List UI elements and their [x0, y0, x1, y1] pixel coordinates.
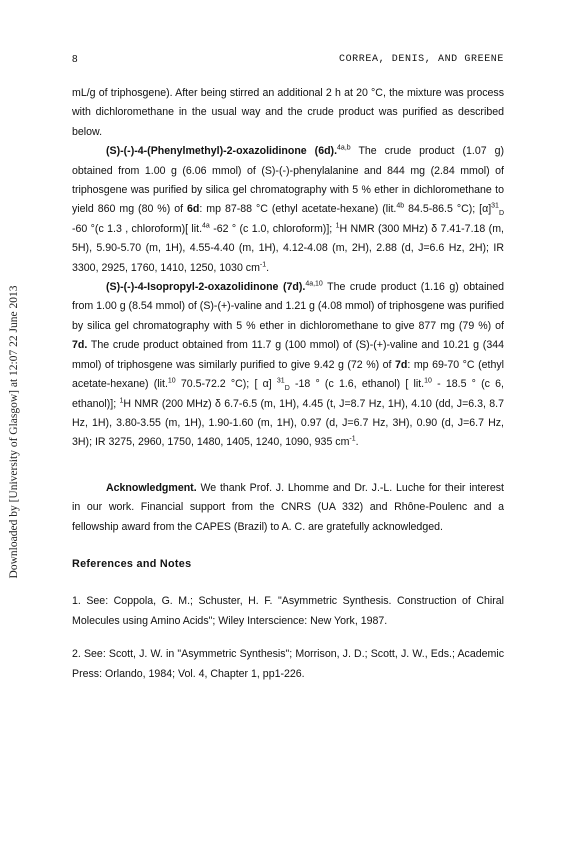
running-head: CORREA, DENIS, AND GREENE: [338, 54, 504, 65]
download-note: Downloaded by [University of Glasgow] at 12:07 22 June 2013: [8, 285, 20, 579]
page-body: [72, 84, 504, 698]
reference-item: 2. See: Scott, J. W. in "Asymmetric Synthesis"; Morrison, J. D.; Scott, J. W., Eds.; Academic Press: Orlando, 1984; Vol. 4, Chapter 1, pp1-226.: [72, 648, 504, 680]
paragraph-compound-7d: (S)-(-)-4-Isopropyl-2-oxazolidinone (7d).$^{4a,10}$ The crude product (1.16 g) obtained from 1.00 g (8.54 mmol) of (S)-(+)-valine and 1.21 g (4.08 mmol) of triphosgene was purified by silica gel chromatography with 5 % ether in dichloromethane to give 877 mg (79 %) of 7d. The crude product obtained from 11.7 g (100 mmol) of (S)-(+)-valine and 10.21 g (344 mmol) of triphosgene was similarly purified to give 9.42 g (72 %) of 7d: mp 69-70 °C (ethyl acetate-hexane) (lit.$^{10}$ 70.5-72.2 °C); [ α] $^{31}_D$ -18 ° (c 1.6, ethanol) [ lit.$^{10}$ - 18.5 ° (c 6, ethanol)]; $^1$H NMR (200 MHz) δ 6.7-6.5 (m, 1H), 4.45 (t, J=8.7 Hz, 1H), 4.10 (dd, J=6.3, 8.7 Hz, 1H), 3.80-3.55 (m, 1H), 1.90-1.60 (m, 1H), 0.97 (d, J=6.7 Hz, 3H), 0.90 (d, J=6.7 Hz, 3H); IR 3275, 2960, 1750, 1480, 1405, 1240, 1090, 935 $cm^{-1}$.: [72, 280, 504, 449]
download-watermark: [0, 0, 28, 864]
page-header: [72, 54, 504, 68]
references-heading: References and Notes: [72, 557, 192, 570]
compound-6d-title: (S)-(-)-4-(Phenylmethyl)-2-oxazolidinone (6d).: [106, 145, 338, 158]
reference-item: 1. See: Coppola, G. M.; Schuster, H. F. "Asymmetric Synthesis. Construction of Chiral Molecules using Amino Acids"; Wiley Interscience: New York, 1987.: [72, 595, 504, 627]
page-number: 8: [72, 54, 78, 65]
paragraph-compound-6d: (S)-(-)-4-(Phenylmethyl)-2-oxazolidinone (6d).$^{4a,b}$ The crude product (1.07 g) obtained from 1.00 g (6.06 mmol) of (S)-(-)-phenylalanine and 844 mg (2.84 mmol) of triphosgene was purified by silica gel chromatography with 5 % ether in dichloromethane to yield 860 mg (80 %) of 6d: mp 87-88 °C (ethyl acetate-hexane) (lit.$^{4b}$ 84.5-86.5 °C); $[\alpha]^{31}_D$ -60 °(c 1.3 , chloroform)[ lit.$^{4a}$ -62 ° (c 1.0, chloroform)]; $^1$H NMR (300 MHz) δ 7.41-7.18 (m, 5H), 5.90-5.70 (m, 1H), 4.55-4.40 (m, 1H), 4.12-4.08 (m, 2H), 2.88 (d, J=6.6 Hz, 2H); IR 3300, 2925, 1760, 1410, 1250, 1030 $cm^{-1}$.: [72, 144, 505, 274]
acknowledgment-title: Acknowledgment.: [106, 481, 197, 494]
paragraph-acknowledgment: Acknowledgment. We thank Prof. J. Lhomme and Dr. J.-L. Luche for their interest in our work. Financial support from the CNRS (UA 332) and Rhône-Poulenc and a fellowship award from the CAPES (Brazil) to A. C. are gratefully acknowledged.: [72, 481, 504, 533]
compound-7d-title: (S)-(-)-4-Isopropyl-2-oxazolidinone (7d).: [106, 281, 306, 294]
paragraph-continuation: mL/g of triphosgene). After being stirred an additional 2 h at 20 °C, the mixture was process with dichloromethane in the usual way and the crude product was purified as described below.: [72, 87, 504, 138]
